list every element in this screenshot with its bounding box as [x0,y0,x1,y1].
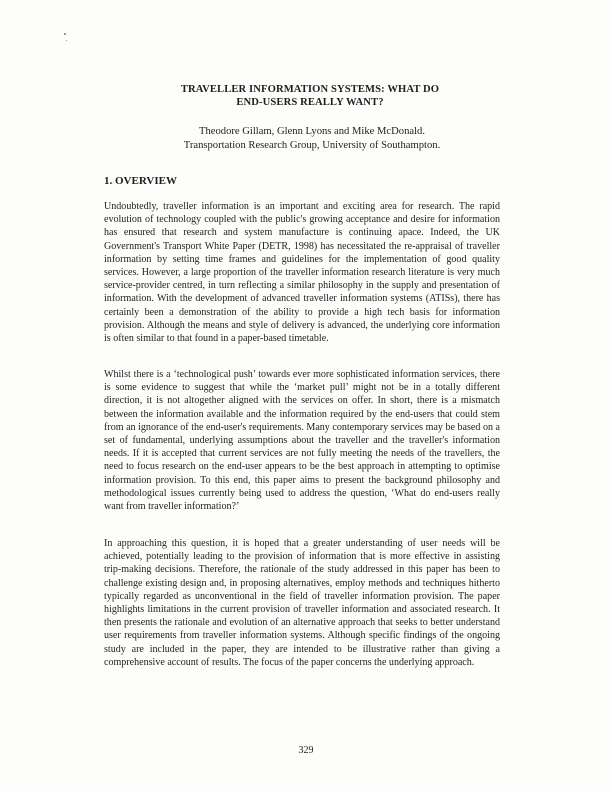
author-names: Theodore Gillam, Glenn Lyons and Mike McDonald. [199,126,425,137]
author-affiliation: Transportation Research Group, University of Southampton. [183,140,441,151]
body-paragraph-3: In approaching this question, it is hoped that a greater understanding of user needs will be achieved, potentially leading to the provision of information that is more effective in assisting trip-making decisions. Therefore, the rationale of the study addressed in this paper has been to challenge existing design and, in proposing alternatives, employ methods and techniques hitherto typically regarded as unconventional in the field of traveller information provision. The paper highlights limitations in the current provision of traveller information and associated research. It then presents the rationale and evolution of an alternative approach that seeks to better understand user requirements from traveller information systems. Although specific findings of the ongoing study are included in the paper, they are intended to be illustrative rather than giving a comprehensive account of results. The focus of the paper concerns the underlying approach. [104,538,500,668]
page-number: 329 [298,745,314,756]
body-paragraph-2: Whilst there is a ‘technological push’ towards ever more sophisticated information services, there is some evidence to suggest that while the ‘market pull’ might not be in a totally different direction, it is not altogether aligned with the services on offer. In short, there is a mismatch between the information available and the information required by the end-users that could stem from an ignorance of the end-user's requirements. Many contemporary services may be based on a set of fundamental, underlying assumptions about the traveller and the traveller's information needs. If it is accepted that current services are not fully meeting the needs of the travellers, the need to focus research on the end-user appears to be the best approach in attempting to optimise information provision. To this end, this paper aims to present the background philosophy and methodological issues currently being used to address the question, ‘What do end-users really want from traveller information?’ [104,369,500,513]
scan-speck [66,40,67,41]
section-heading: 1. OVERVIEW [104,175,177,187]
body-paragraph-1: Undoubtedly, traveller information is an important and exciting area for research. The rapid evolution of technology coupled with the public's growing acceptance and desire for information has ensured that research and system manufacture is continuing apace. Indeed, the UK Government's Transport White Paper (DETR, 1998) has necessitated the re-appraisal of traveller information by setting time frames and guidelines for the implementation of good quality services. However, a large proportion of the traveller information research literature is very much service-provider centred, in turn reflecting a similar philosophy in the supply and presentation of information. With the development of advanced traveller information systems (ATISs), there has certainly been a demonstration of the ability to provide a high tech basis for information provision. Although the means and style of delivery is advanced, the underlying core information is often similar to that found in a paper-based timetable. [104,201,500,345]
title-line-1: TRAVELLER INFORMATION SYSTEMS: WHAT DO [180,84,440,95]
author-block [100,125,524,153]
paper-title [100,83,520,109]
scan-speck [64,33,66,35]
title-line-2: END-USERS REALLY WANT? [236,97,384,108]
